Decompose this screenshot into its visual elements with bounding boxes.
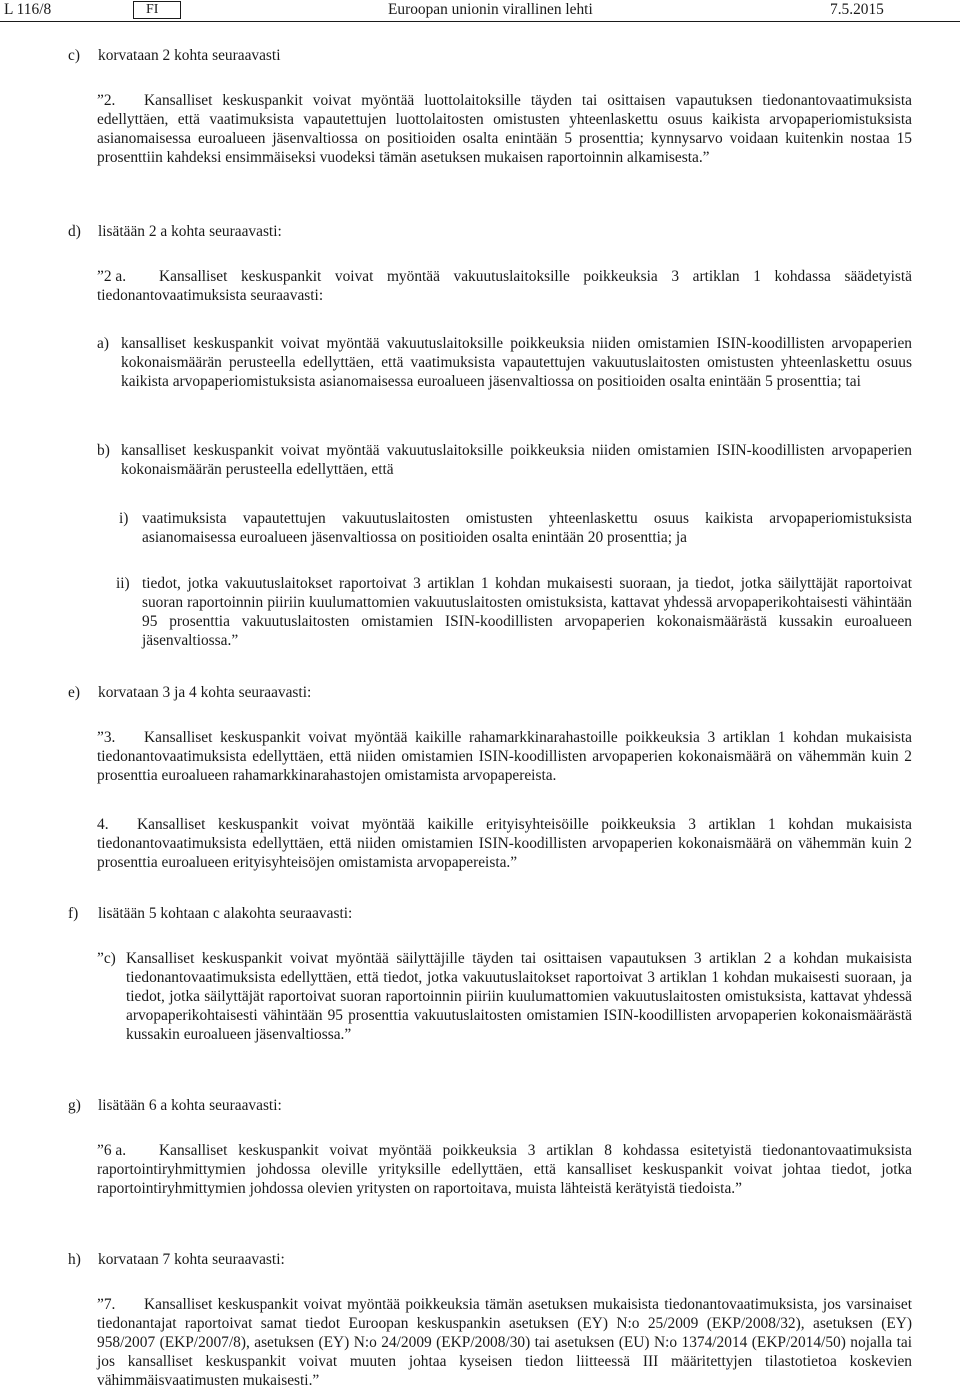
paragraph-marker: ”7. — [97, 1296, 116, 1313]
item-text: vaatimuksista vapautettujen vakuutuslaitosten omistusten yhteenlaskettu osuus kaikista arvopaperiomistuksista asianomaisessa euroalueen jäsenvaltiossa on positioiden osalta enintään 20 prosenttia; ja — [142, 510, 912, 546]
item-text: Kansalliset keskuspankit voivat myöntää säilyttäjille täyden tai osittaisen vapautuksen 3 artiklan 2 a kohdan mukaisista tiedonantovaatimuksista edellyttäen, että tiedot, jotka vakuutuslaitokset raportoivat 3 artiklan 1 kohdan mukaisesti suoraan, ja tiedot, jotka säilyttäjät raportoivat suoran raportoinnin piiriin kuulumattomien vakuutuslaitosten omistuksista, kattavat yhdessä arvopaperikohtaisesti vähintään 95 prosenttia vakuutuslaitosten omistamien ISIN-koodillisten arvopaperien kokonaismäärästä kussakin euroalueen jäsenvaltiossa.” — [126, 950, 912, 1043]
paragraph-2 — [97, 91, 912, 167]
list-item-a — [97, 334, 912, 414]
paragraph-marker: ”3. — [97, 729, 116, 746]
item-text: kansalliset keskuspankit voivat myöntää vakuutuslaitoksille poikkeuksia niiden omistamien ISIN-koodillisten arvopaperien kokonaismäärän perusteella edellyttäen, että — [121, 442, 912, 478]
paragraph-marker: 4. — [97, 816, 109, 833]
paragraph-text: Kansalliset keskuspankit voivat myöntää vakuutuslaitoksille poikkeuksia 3 artiklan 1 kohdassa säädetyistä tiedonantovaatimuksista seuraavasti: — [97, 268, 912, 304]
item-marker: ”c) — [97, 950, 116, 967]
header-rule — [0, 21, 960, 22]
item-marker: i) — [119, 510, 129, 527]
paragraph-marker: ”6 a. — [97, 1142, 127, 1159]
paragraph-5c — [97, 949, 912, 1069]
step-marker: c) — [68, 47, 80, 64]
step-text: lisätään 5 kohtaan c alakohta seuraavasti: — [98, 905, 353, 922]
paragraph-text: Kansalliset keskuspankit voivat myöntää luottolaitoksille täyden tai osittaisen vapautuksen tiedonantovaatimuksista edellyttäen, että vaatimuksista vapautettujen luottolaitosten omistusten yhteenlaskettu osuus kaikista arvopaperiomistuksista asianomaisessa euroalueen jäsenvaltiossa on positioiden osalta enintään 5 prosenttia; kynnysarvo voidaan kuitenkin nostaa 15 prosenttiin kahdeksi ensimmäiseksi vuodeksi tämän asetuksen mukaisen raportoinnin alkamisesta.” — [97, 92, 912, 166]
paragraph-text: Kansalliset keskuspankit voivat myöntää kaikille rahamarkkinarahastoille poikkeuksia 3 artiklan 1 kohdan mukaisista tiedonantovaatimuksista edellyttäen, että niiden omistamien ISIN-koodillisten arvopaperien kokonaismäärä on vähemmän kuin 2 prosenttia euroalueen rahamarkkinarahastojen omistamista arvopapereista. — [97, 729, 912, 784]
paragraph-marker: ”2 a. — [97, 268, 127, 285]
running-header — [0, 0, 960, 22]
paragraph-text: Kansalliset keskuspankit voivat myöntää poikkeuksia 3 artiklan 8 kohdassa esitetyistä tiedonantovaatimuksista raportointiryhmittymien johdossa oleville yrityksille edellyttäen, että kansalliset keskuspankit voivat johtaa tiedot, jotka raportointiryhmittymien johdossa olevien yritysten on raportoitava, muista lähteistä kerätyistä tiedoista.” — [97, 1142, 912, 1197]
language-code: FI — [146, 2, 159, 17]
list-item-b — [97, 441, 912, 481]
item-marker: b) — [97, 442, 110, 459]
paragraph-3 — [97, 728, 912, 785]
step-marker: d) — [68, 223, 81, 240]
step-marker: h) — [68, 1251, 81, 1268]
paragraph-7 — [97, 1295, 912, 1390]
language-box — [133, 1, 181, 19]
publication-date: 7.5.2015 — [830, 1, 884, 18]
list-item-ii — [116, 574, 912, 654]
step-text: lisätään 2 a kohta seuraavasti: — [98, 223, 282, 240]
item-text: kansalliset keskuspankit voivat myöntää vakuutuslaitoksille poikkeuksia niiden omistamien ISIN-koodillisten arvopaperien kokonaismäärän perusteella edellyttäen, että vaatimuksista vapautettujen vakuutuslaitosten omistusten yhteenlaskettu osuus kaikista arvopaperiomistuksista asianomaisessa euroalueen jäsenvaltiossa on positioiden osalta enintään 5 prosenttia; tai — [121, 335, 912, 390]
paragraph-text: Kansalliset keskuspankit voivat myöntää kaikille erityisyhteisöille poikkeuksia 3 artiklan 1 kohdan mukaisista tiedonantovaatimuksista edellyttäen, että niiden omistamien ISIN-koodillisten arvopaperien kokonaismäärä on vähemmän kuin 2 prosenttia euroalueen erityisyhteisöjen omistamista arvopapereista.” — [97, 816, 912, 871]
paragraph-2a — [97, 267, 912, 305]
paragraph-6a — [97, 1141, 912, 1198]
journal-title: Euroopan unionin virallinen lehti — [388, 1, 593, 18]
paragraph-text: Kansalliset keskuspankit voivat myöntää poikkeuksia tämän asetuksen mukaisista tiedonantovaatimuksista, jos varsinaiset tiedonantajat raportoivat samat tiedot Euroopan keskuspankin asetuksen (EY) N:o 25/2009 (EKP/2008/32), asetuksen (EY) 958/2007 (EKP/2007/8), asetuksen (EY) N:o 24/2009 (EKP/2008/30) tai asetuksen (EU) N:o 1374/2014 (EKP/2014/50) nojalla tai jos kansalliset keskuspankit voivat muuten johtaa kyseisen tiedon liitteessä III määritettyjen tilastotietoa koskevien vähimmäisvaatimusten mukaisesti.” — [97, 1296, 912, 1389]
step-marker: f) — [68, 905, 79, 922]
item-text: tiedot, jotka vakuutuslaitokset raportoivat 3 artiklan 1 kohdan mukaisesti suoraan, ja tiedot, jotka säilyttäjät raportoivat suoran raportoinnin piiriin kuulumattomien vakuutuslaitosten omistuksista, kattavat yhdessä arvopaperikohtaisesti vähintään 95 prosenttia vakuutuslaitosten omistamien ISIN-koodillisten arvopaperien kokonaismäärästä kussakin euroalueen jäsenvaltiossa.” — [142, 575, 912, 649]
step-text: lisätään 6 a kohta seuraavasti: — [98, 1097, 282, 1114]
step-text: korvataan 7 kohta seuraavasti: — [98, 1251, 285, 1268]
step-text: korvataan 2 kohta seuraavasti — [98, 47, 281, 64]
item-marker: a) — [97, 335, 109, 352]
paragraph-4 — [97, 815, 912, 872]
step-text: korvataan 3 ja 4 kohta seuraavasti: — [98, 684, 312, 701]
list-item-i — [119, 509, 912, 549]
step-marker: e) — [68, 684, 80, 701]
paragraph-marker: ”2. — [97, 92, 116, 109]
step-marker: g) — [68, 1097, 81, 1114]
page-number: L 116/8 — [4, 1, 52, 18]
item-marker: ii) — [116, 575, 130, 592]
